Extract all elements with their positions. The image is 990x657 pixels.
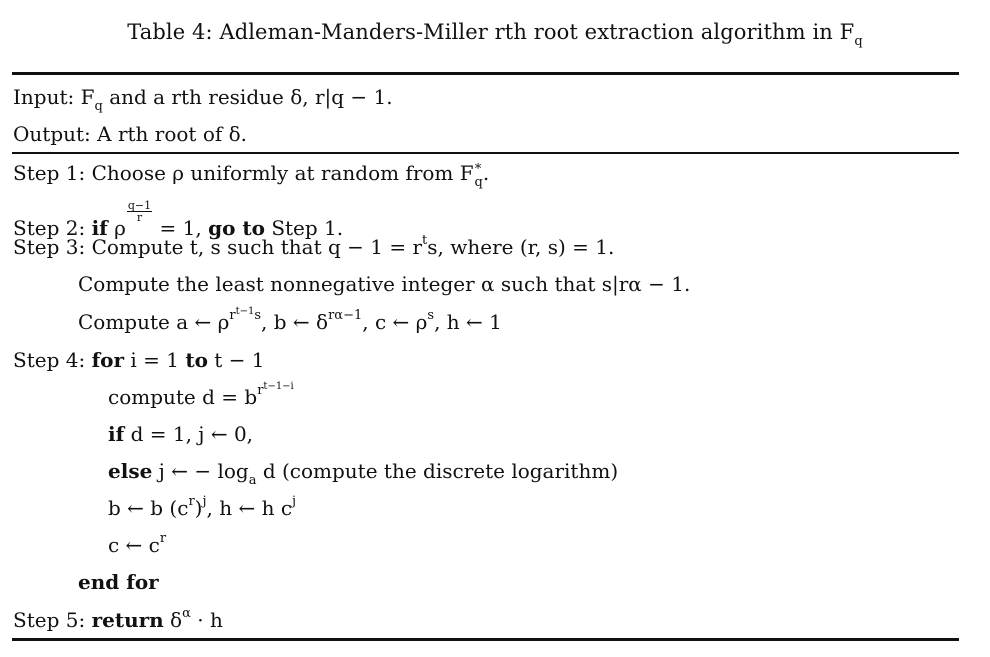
step-1-text: Choose ρ uniformly at random from F xyxy=(91,161,474,185)
fraction-denominator: r xyxy=(136,211,143,224)
step-4-label: Step 4: xyxy=(13,348,86,372)
step-4-update-c: , h ← h c xyxy=(206,496,293,520)
caption-label: Table 4: xyxy=(127,20,213,44)
step-4-c-update-line xyxy=(108,531,167,557)
top-rule xyxy=(12,72,959,75)
step-3-line-3-sup-ra: rα−1 xyxy=(328,308,363,323)
step-5-row xyxy=(13,606,223,632)
input-field-subscript: q xyxy=(94,99,103,114)
step-4-else-keyword: else xyxy=(108,459,153,483)
fraction-numerator: q−1 xyxy=(127,199,152,212)
step-4-else-subscript: a xyxy=(248,473,257,488)
step-4-row xyxy=(13,350,265,370)
step-4-compute-a: compute d = b xyxy=(108,385,258,409)
step-3-row xyxy=(13,233,615,259)
step-3-line-3-sup-s2: s xyxy=(427,308,435,323)
caption-subscript: q xyxy=(854,34,863,49)
step-3-line-3 xyxy=(78,306,502,334)
step-4-compute-supsup: t−1−i xyxy=(263,381,294,392)
step-4-compute-line xyxy=(108,381,294,409)
step-5-ret-a: δ xyxy=(170,608,183,632)
step-4-else-line xyxy=(108,459,619,488)
step-1-subscript: q xyxy=(474,175,483,190)
step-2-goto-keyword: go to xyxy=(208,216,265,240)
step-4-update-b: ) xyxy=(194,496,203,520)
step-4-if-line xyxy=(108,424,253,444)
step-4-update-a: b ← b (c xyxy=(108,496,189,520)
step-4-c-update-sup: r xyxy=(159,531,167,546)
output-label: Output: xyxy=(13,122,91,146)
step-3-line-3-sup-r: r xyxy=(229,308,236,323)
input-text: and a rth residue δ, r|q − 1. xyxy=(109,85,393,109)
step-2-label: Step 2: xyxy=(13,216,86,240)
step-3-label: Step 3: xyxy=(13,235,86,259)
step-4-end-for-keyword: end for xyxy=(78,570,159,594)
step-2-row xyxy=(13,200,343,238)
step-1-label: Step 1: xyxy=(13,161,86,185)
step-4-if-text: d = 1, j ← 0, xyxy=(130,422,254,446)
step-3-text-a: Compute t, s such that q − 1 = r xyxy=(91,235,423,259)
step-4-for-end: t − 1 xyxy=(214,348,265,372)
step-2-base: ρ xyxy=(114,216,126,240)
step-4-update-sup-j: j xyxy=(202,494,207,509)
input-field: F xyxy=(80,85,95,109)
step-4-update-sup-r: r xyxy=(188,494,195,509)
step-2-target: Step 1. xyxy=(271,216,344,240)
input-row xyxy=(13,85,393,114)
step-1-row xyxy=(13,159,490,190)
step-3-line-3-a: Compute a ← ρ xyxy=(78,310,230,334)
caption-text: Adleman-Manders-Miller rth root extraction algorithm in F xyxy=(219,20,855,44)
step-4-for-keyword: for xyxy=(91,348,125,372)
step-3-line-2-text: Compute the least nonnegative integer α such that s|rα − 1. xyxy=(78,272,691,296)
step-1-superscript: ∗ xyxy=(473,159,483,174)
step-2-exponent-fraction xyxy=(127,200,152,223)
step-5-label: Step 5: xyxy=(13,608,86,632)
step-1-end: . xyxy=(482,161,490,185)
step-4-end-for-line xyxy=(78,572,159,592)
step-5-return-keyword: return xyxy=(91,608,164,632)
bottom-rule xyxy=(12,638,959,641)
step-4-if-keyword: if xyxy=(108,422,125,446)
step-4-c-update-a: c ← c xyxy=(108,533,160,557)
output-text: A rth root of δ. xyxy=(97,122,248,146)
step-3-line-2 xyxy=(78,274,690,294)
step-3-line-3-supsup: t−1 xyxy=(235,306,255,317)
step-3-text-b: s, where (r, s) = 1. xyxy=(427,235,615,259)
step-4-compute-sup-r: r xyxy=(257,383,264,398)
step-4-update-line xyxy=(108,494,297,520)
step-5-ret-b: · h xyxy=(197,608,223,632)
step-3-line-3-c: , c ← ρ xyxy=(362,310,428,334)
step-3-line-3-sup-s: s xyxy=(254,308,262,323)
step-2-condition: = 1, xyxy=(159,216,202,240)
step-4-else-b: d (compute the discrete logarithm) xyxy=(262,459,619,483)
output-row xyxy=(13,124,247,144)
step-4-else-a: j ← − log xyxy=(158,459,249,483)
header-rule xyxy=(12,152,959,154)
step-4-update-sup-j2: j xyxy=(292,494,297,509)
table-caption xyxy=(0,20,990,49)
step-3-line-3-b: , b ← δ xyxy=(261,310,329,334)
step-4-to-keyword: to xyxy=(185,348,208,372)
input-label: Input: xyxy=(13,85,75,109)
step-5-ret-sup: α xyxy=(182,606,191,621)
step-2-if-keyword: if xyxy=(91,216,108,240)
step-4-for-mid: i = 1 xyxy=(130,348,179,372)
step-3-line-3-d: , h ← 1 xyxy=(434,310,502,334)
step-3-sup-t: t xyxy=(422,233,428,248)
